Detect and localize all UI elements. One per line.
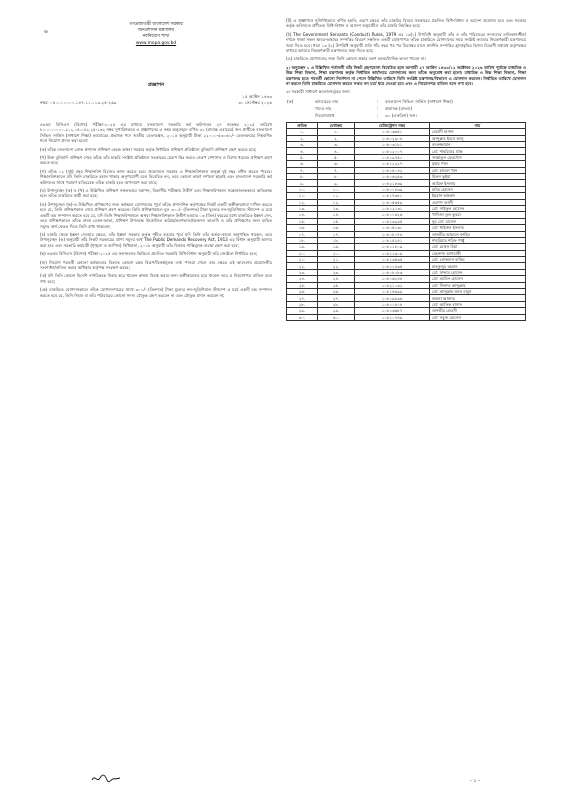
table-cell: ১০৮০২৯০৪ (355, 135, 430, 141)
date-english: ৩০ সেপ্টেম্বর ২০২৬ (238, 100, 272, 105)
table-row (287, 314, 526, 320)
table-cell: মো: সিফাত আব্দুল্লাহ (430, 282, 526, 288)
condition-ta: (ট) এ প্রজ্ঞাপনে সুনির্দিষ্টভাবে বর্ণিত হয়নি, এরূপ ক্ষেত্রে তাঁর চাকরির বিষয়ে সরকারের প্রচলিত বিধি-বিধান ও আদেশ প্রযোজ্য হবে এবং সরকার কর্তৃক ভবিষ্যতে প্রণীতব্য বিধি-বিধান ও আদেশ অনুযায়ীও তাঁর চাকরি নিয়ন্ত্রিত হবে; (286, 18, 526, 29)
letterhead-line: জনপ্রশাসন মন্ত্রণালয় (138, 28, 174, 34)
condition-cha: (চ) চাকরি থেকে ইস্তফা দেওয়ার ক্ষেত্রে, তাঁর ইস্তফা সরকার কর্তৃক গৃহীত হওয়ার পূর্বে যদি তিনি তাঁর কর্তব্য-কাজে অনুপস্থিত থাকেন, তবে উপানুচ্ছেদ (ঙ) অনুযায়ী তাঁর নিকট সরকারের প্রাপ্য সমুদয় অর্থ The Public Demands Recovery Act, 1913 এর বিধান অনুযায়ী আদায় করা হবে এবং সরকারি কর্মচারী (শৃঙ্খলা ও আপিল) বিধিমালা, ২০১৮ অনুযায়ী তাঁর বিরুদ্ধে শাস্তিমূলক ব্যবস্থা গ্রহণ করা হবে; (40, 231, 272, 248)
table-cell: ১৮. (318, 237, 355, 243)
condition-jha: (ঝ) যদি তিনি কোনো বিদেশি নাগরিককে বিবাহ করে থাকেন অথবা বিবাহ করার জন্য অঙ্গীকারাবদ্ধ হয়ে থাকেন তবে এ নিয়োগপত্র বাতিল বলে গণ্য হবে; (40, 273, 272, 284)
table-cell: ৬. (318, 161, 355, 167)
table-cell: ১০৮১১৩০৯ (355, 250, 430, 256)
table-cell: ১০৮১৯৭৫০ (355, 154, 430, 160)
table-cell: মো: সাদ্দাম হোসেন (430, 269, 526, 275)
paragraph-2: ২। অনুচ্ছেদ ১ এ উল্লিখিত শর্তাবলী তাঁর নিকট গ্রহণযোগ্য বিবেচিত হলে আগামী ২৭ আশ্বিন ১৪৩৩/১২ অক্টোবর ২০২৬ তারিখ পূর্বাহ্নে মাধ্যমিক ও উচ্চ শিক্ষা বিভাগ, শিক্ষা মন্ত্রণালয় কর্তৃক নির্ধারিত কার্যালয়ে যোগদানের জন্য তাঁকে অনুরোধ করা হলো। মাধ্যমিক ও উচ্চ শিক্ষা বিভাগ, শিক্ষা মন্ত্রণালয় হতে পরবর্তী কোনো নির্দেশনা না পেলে উল্লিখিত তারিখে তিনি সংশ্লিষ্ট মন্ত্রণালয়/বিভাগে এ যোগদান করবেন। নির্ধারিত তারিখে যোগদান না করলে তিনি চাকরিতে যোগদান করতে সম্মত নন মর্মে ধরে নেওয়া হবে এবং এ নিয়োগপত্র বাতিল বলে গণ্য হবে। (286, 64, 526, 87)
condition-ja: (জ) নিয়োগ পরবর্তী কোনো কর্মকাণ্ডের বিরুদ্ধে কোনো রকম বিরূপ/বিতর্কমূলক তথ্য পাওয়া গেলে তার ক্ষেত্রে এই আদেশের প্রযোজনীয় সংশোধন/বাতিল করার অধিকার কর্তৃপক্ষ সংরক্ষণ করবে; (40, 259, 272, 270)
table-cell: ১৪. (287, 212, 318, 218)
table-cell: ৩. (287, 142, 318, 148)
table-cell: ১০৮১২২২৭ (355, 161, 430, 167)
table-cell: ১৫. (287, 218, 318, 224)
table-cell: ১০৮০১৪৩৯ (355, 186, 430, 192)
table-cell: ৫. (287, 154, 318, 160)
table-cell: ১৯. (287, 244, 318, 250)
letterhead (40, 22, 272, 47)
table-cell: ১০৮১৩৬৮৭ (355, 308, 430, 314)
table-cell: ১০৮০৬২৪৪ (355, 276, 430, 282)
table-cell: ১০৮০১৫২৬ (355, 212, 430, 218)
table-cell: ২৩. (287, 269, 318, 275)
table-cell: ২৫. (318, 282, 355, 288)
table-cell: ১২. (287, 199, 318, 205)
table-cell: ১. (318, 129, 355, 135)
table-cell: ২১. (287, 257, 318, 263)
table-cell: আব্দুল্লাহ ইবনে আনু (430, 135, 526, 141)
table-cell: ১০৮০৫৩৫৯ (355, 199, 430, 205)
table-cell: ৯. (287, 180, 318, 186)
table-cell: ১৭. (287, 231, 318, 237)
table-cell: ৮. (287, 174, 318, 180)
column-header: ক্রমিক (287, 122, 318, 128)
table-cell: ১০. (318, 186, 355, 192)
table-cell: ২২. (287, 263, 318, 269)
table-body (287, 129, 526, 321)
table-cell: ৮. (318, 174, 355, 180)
table-cell: মো: আব্দুল্লাহ আল মামুন (430, 289, 526, 295)
table-cell: ৫. (318, 154, 355, 160)
table-cell: জান্নাতুল ফেরদৌস (430, 154, 526, 160)
column-header: নাম (430, 122, 526, 128)
table-cell: ২৫. (287, 282, 318, 288)
info-marker: (ক) (287, 98, 294, 104)
table-cell: ২৭. (318, 295, 355, 301)
table-cell: ১০৮১৫২৪১ (355, 237, 430, 243)
table-cell: মো: লোকমান হাকিম (430, 257, 526, 263)
info-colon: : (377, 112, 379, 118)
table-cell: ২০. (287, 250, 318, 256)
table-cell: ২০. (318, 250, 355, 256)
table-cell: ১০৮০৩৬৫১ (355, 129, 430, 135)
reference-block (40, 94, 272, 106)
date-bangla: ১৫ আশ্বিন ১৪৩৩ (242, 94, 272, 99)
paragraph-3: ৩। সরকারী সাধারণ কলেজসমূহের জন্য: (286, 89, 351, 95)
table-cell: মনির হোসেন (430, 186, 526, 192)
table-cell: ১৬. (318, 225, 355, 231)
condition-kha: (খ) উক্ত বুনিয়াদি প্রশিক্ষণ শেষে তাঁকে তাঁর চাকরি সংশ্লিষ্ট প্রতিষ্ঠানে সরকারের যেরূপ স্থির করবে সেরূপ পেশাগত ও বিশেষ ধরনের প্রশিক্ষণ গ্রহণ করতে হবে; (40, 155, 272, 166)
table-cell: ২৩. (318, 269, 355, 275)
table-cell: ১০৮১১৮০৯ (355, 244, 430, 250)
table-cell: ১০৮১৭৩৮১ (355, 193, 430, 199)
table-cell: ৪. (287, 148, 318, 154)
signature-mark (90, 772, 122, 784)
table-cell: ১৮. (287, 237, 318, 243)
condition-tha: (ঠ) The Government Servants (Conduct) Rules, 1979 এর ১৩(১) উপবিধি অনুযায়ী তাঁর ও তাঁর পরিবারের সদস্যদের মালিকানাধীন/দখলে থাকা সকল স্থাবর-অস্থাবর সম্পত্তির বিবরণ সম্বলিত একটি ঘোষণাপত্র তাঁকে চাকরিতে যোগদানের সময় সংশ্লিষ্ট ক্যাডার নিয়ন্ত্রণকারী মন্ত্রণালয়ে জমা দিতে হবে। ধারা ১৩ (২) উপবিধি অনুযায়ী প্রতি পাঁচ বছর পর পর ডিসেম্বর মাসে প্রদর্শিত সম্পত্তির হ্রাস/বৃদ্ধির হিসাব বিবরণী যথাযথ কর্তৃপক্ষের মাধ্যমে ক্যাডার নিয়ন্ত্রণকারী মন্ত্রণালয়ে জমা দিতে হবে; (286, 31, 526, 54)
table-cell: ১০৮১১৪৩৫ (355, 263, 430, 269)
info-value: বাংলাদেশ সিভিল সার্ভিস (সাধারণ শিক্ষা) (385, 98, 453, 104)
table-cell: মো: খাইরুল ইসলাম (430, 225, 526, 231)
letterhead-line: গণপ্রজাতন্ত্রী বাংলাদেশ সরকার (129, 22, 183, 27)
table-cell: মো: মোহন মিয়া (430, 244, 526, 250)
table-cell: ২৯. (287, 308, 318, 314)
table-cell: মো: সবুজ হোসেন (430, 314, 526, 320)
table-cell: ১০৮০৮০৮৩ (355, 269, 430, 275)
corner-mark: ৬ (44, 28, 48, 35)
info-label: ক্যাডারের নাম (315, 98, 339, 104)
table-cell: ১৪. (318, 212, 355, 218)
table-cell: ১৩. (318, 205, 355, 211)
table-cell: ৬. (287, 161, 318, 167)
table-cell: ১০৮০১৪০৪ (355, 301, 430, 307)
table-cell: ১০৮১৫০৪২ (355, 167, 430, 173)
column-header: মেধাক্রম (318, 122, 355, 128)
table-cell: ১৩. (287, 205, 318, 211)
table-cell: ১৯. (318, 244, 355, 250)
table-cell: ১০৮০৮০৭৪ (355, 231, 430, 237)
table-cell: বদরুজ্জামান (430, 142, 526, 148)
info-value: প্রভাষক (বাংলা) (385, 105, 412, 111)
table-cell: ১০৮২১০৩২ (355, 282, 430, 288)
table-cell: ১০৮১৪৬৯৯ (355, 289, 430, 295)
condition-uma: (ঙ) উপানুচ্ছেদ (ক)-এ উল্লিখিত প্রশিক্ষণের জন্য কর্মস্থলে যোগদানের পূর্বে তাঁকে প্রশাসনিক কর্তৃপক্ষের নিকট একটি অঙ্গীকারনামা দাখিল করতে হবে যে, তিনি প্রশিক্ষণকাল শেষে প্রশিক্ষণ গ্রহণ করবেন। তিনি প্রশিক্ষণকালে মূল ৩০০/- (তিনশত) টাকা মূল্যের নন-জুডিশিয়াল স্ট্যাম্পে এ মর্মে একটি বন্ড সম্পাদন করতে হবে যে, যদি তিনি শিক্ষানবিশকালে অথবা শিক্ষানবিশকাল উত্তীর্ণ হওয়ার ০৩ (তিন) বছরের মধ্যে চাকরিতে ইস্তফা দেন, তবে প্রশিক্ষণকালে তাঁকে প্রদত্ত বেতন-ভাতা, প্রশিক্ষণ উপলক্ষে উত্তোলিত অগ্রিম/ভ্রমণভাতা/অন্যান্য ভাতাদি ও তাঁর প্রশিক্ষণের জন্য ব্যয়িত সমুদয় অর্থ ফেরত দিতে তিনি বাধ্য থাকবেন; (40, 201, 272, 229)
table-cell: ২৪. (318, 276, 355, 282)
table-cell: ৭. (287, 167, 318, 173)
reference-number: নম্বর: ০৫.০০.০০০০.১৪৭.১১.০১৩.২৫-২৬৯ (40, 100, 117, 105)
table-cell: মেহনাজ আশরাফী (430, 250, 526, 256)
table-cell: মিলন ভূইয়া (430, 174, 526, 180)
table-cell: মৃন্ময় পাল (430, 161, 526, 167)
table-cell: ১০৮১২০০৭ (355, 148, 430, 154)
table-cell: ২৯. (318, 308, 355, 314)
table-cell: ২৮. (287, 301, 318, 307)
condition-ga: (গ) তাঁকে ০২ (দুই) বছর শিক্ষানবিশ হিসেবে কাজ করতে হবে। প্রয়োজনে সরকার এ শিক্ষানবিশকাল অনূর্ধ্ব দুই বছর বর্ধিত করতে পারবে। শিক্ষানবিশকালে যদি তিনি চাকরিতে বহাল থাকার অনুপযোগী বলে বিবেচিত হন, তবে কোনো কারণ দর্শানো ছাড়াই এবং বাংলাদেশ সরকারি কর্ম কমিশনের সাথে পরামর্শ ব্যতিরেকে তাঁকে চাকরি হতে অপসারণ করা যাবে; (40, 168, 272, 185)
table-cell: ২. (287, 135, 318, 141)
condition-nia: (ঞ) চাকরিতে যোগদানকালে তাঁকে যোগদানপত্রের সাথে ৩০০/- (তিনশত) টাকা মূল্যের নন-জুডিশিয়াল স্ট্যাম্পে এ মর্মে একটি বন্ড সম্পাদন করতে হবে যে, তিনি নিজে বা তাঁর পরিবারের কোনো সদস্য যৌতুক গ্রহণ করবেন না এবং যৌতুক প্রদান করবেন না; (40, 287, 272, 298)
info-value: ৩১ (একত্রিশ) জন। (385, 112, 417, 118)
table-cell: ইমরান আহম্মদ (430, 193, 526, 199)
table-cell: ১১. (318, 193, 355, 199)
table-cell: ১০৮২১৮৬৯ (355, 180, 430, 186)
table-cell: ৯. (318, 180, 355, 186)
condition-ka: (ক) তাঁকে বাংলাদেশ লোক প্রশাসন প্রশিক্ষণ কেন্দ্রে অথবা সরকার কর্তৃক নির্ধারিত প্রশিক্ষণ প্রতিষ্ঠানে বুনিয়াদি প্রশিক্ষণ গ্রহণ করতে হবে; (40, 146, 257, 152)
condition-chha: (ছ) ৪৬তম বিসিএস (বিশেষ) পরীক্ষা-২০২৫ এর ফলাফলের ভিত্তিতে প্রচলিত সরকারি বিধি-বিধান অনুযায়ী তাঁর জ্যেষ্ঠতা নির্ধারিত হবে; (40, 251, 258, 257)
table-cell: ২৬. (287, 289, 318, 295)
table-cell: ২৬. (318, 289, 355, 295)
table-cell: ৩. (318, 142, 355, 148)
info-label: নিয়োগপ্রাপ্ত (315, 112, 335, 118)
table-cell: ২৮. (318, 301, 355, 307)
table-cell: ১৫. (318, 218, 355, 224)
candidate-table (286, 122, 526, 321)
table-cell: ২২. (318, 263, 355, 269)
website-link[interactable]: www.mopa.gov.bd (135, 40, 177, 46)
table-cell: মো: হাবেল খান (430, 167, 526, 173)
table-cell: মেহেদী হাসান (430, 129, 526, 135)
table-cell: ২৭. (287, 295, 318, 301)
left-column (40, 122, 272, 301)
table-cell: ১০৮০৬২৫৩ (355, 174, 430, 180)
table-cell: ১০৮১৯৮৯৬ (355, 295, 430, 301)
table-cell: ১০৮০৩১৮১ (355, 142, 430, 148)
table-cell: তানভীর আহমেদ ফাহিম (430, 231, 526, 237)
table-cell: ৩০. (287, 314, 318, 320)
table-cell: ১০৮১৩২৯৫ (355, 218, 430, 224)
table-cell: এরশাদ আলী (430, 199, 526, 205)
table-cell: ৭. (318, 167, 355, 173)
table-cell: মো: শাহরিয়ার প্রান্ত (430, 148, 526, 154)
table-cell: ২৪. (287, 276, 318, 282)
table-cell: ১১. (287, 193, 318, 199)
table-cell: ২. (318, 135, 355, 141)
table-cell: ১০. (287, 186, 318, 192)
table-cell: ২১. (318, 257, 355, 263)
document-title: প্রজ্ঞাপন (147, 82, 165, 88)
table-cell: ১০৮১২১৩১ (355, 205, 430, 211)
info-colon: : (377, 98, 379, 104)
table-cell: ১. (287, 129, 318, 135)
paragraph: ৪৬তম বিসিএস (বিশেষ) পরীক্ষা-২০২৫ এর মাধ্যমে বাংলাদেশ সরকারি কর্ম কমিশনের ২৭ নভেম্বর ২০২৫ তারিখে ৮০.০০.০০০০.২০২.০৫.০৪২.২৫-১৬২ নম্বর সুপারিশক্রমে এ প্রজ্ঞাপনের এ নম্বর অনুচ্ছেদে বর্ণিত ৩১ (মাঘাম্ত এবারের) জন প্রার্থীকে বাংলাদেশ সিভিল সার্ভিস (সাধারণ শিক্ষা) ক্যাডারের প্রভাষক পদে জাতীয় বেতনস্কেল, ২০১৫ অনুযায়ী টাকা ২২০০০-৫৩০৬০/- বেতনক্রমের নিম্নবর্ণিত শর্তে নিয়োগ প্রদান করা হলো: (40, 122, 272, 144)
page-number: - ১ - (470, 778, 481, 784)
table-cell: তানভীর মেহেদী (430, 308, 526, 314)
letterhead-line: নবনিয়োগ শাখা (142, 34, 170, 40)
table-cell: ১০৮০৫১৩০ (355, 225, 430, 231)
table-cell: ১০৮১৩৫৩৫ (355, 257, 430, 263)
table-cell: ১০৮১০৭৪৯ (355, 314, 430, 320)
table-cell: ১২. (318, 199, 355, 205)
post-info-table (286, 98, 526, 119)
table-cell: ১৬. (287, 225, 318, 231)
condition-da: (ড) চাকরিতে যোগদানের জন্য তিনি কোনো প্রকার ভ্রমণ ভাতা/দৈনিক ভাতা পাবেন না। (286, 56, 426, 62)
info-label: পদের নাম (315, 105, 332, 111)
table-cell: মো: সাইফুল হোসেন (430, 205, 526, 211)
table-cell: আরিফ ইসলাম (430, 180, 526, 186)
condition-gha: (ঘ) উপানুচ্ছেদ (ক) ও (খ) এ উল্লিখিত প্রশিক্ষণ সফলভাবে সমাপন, বিভাগীয় পরীক্ষায় উত্তীর্ণ এবং শিক্ষানবিশকাল সন্তোষজনকভাবে অতিক্রান্ত হলে তাঁকে চাকরিতে স্থায়ী করা হবে; (40, 188, 272, 199)
right-column (286, 18, 526, 321)
table-cell: মাহফুজুর রহমান (430, 263, 526, 269)
column-header: রেজিস্ট্রেশন নম্বর (355, 122, 430, 128)
table-cell: মো: আমিন হোসেন (430, 276, 526, 282)
table-cell: ৪. (318, 148, 355, 154)
table-cell: কামনা আক্তার (430, 295, 526, 301)
info-colon: : (377, 105, 379, 111)
table-cell: নুর মো: রাসেল (430, 218, 526, 224)
table-cell: শাহরিয়ার শরিফ পাপ্পু (430, 237, 526, 243)
table-cell: ১৭. (318, 231, 355, 237)
table-cell: মো: আতিক হাসান (430, 301, 526, 307)
table-cell: খাদিজা তুল কুবরা (430, 212, 526, 218)
table-cell: ৩০. (318, 314, 355, 320)
